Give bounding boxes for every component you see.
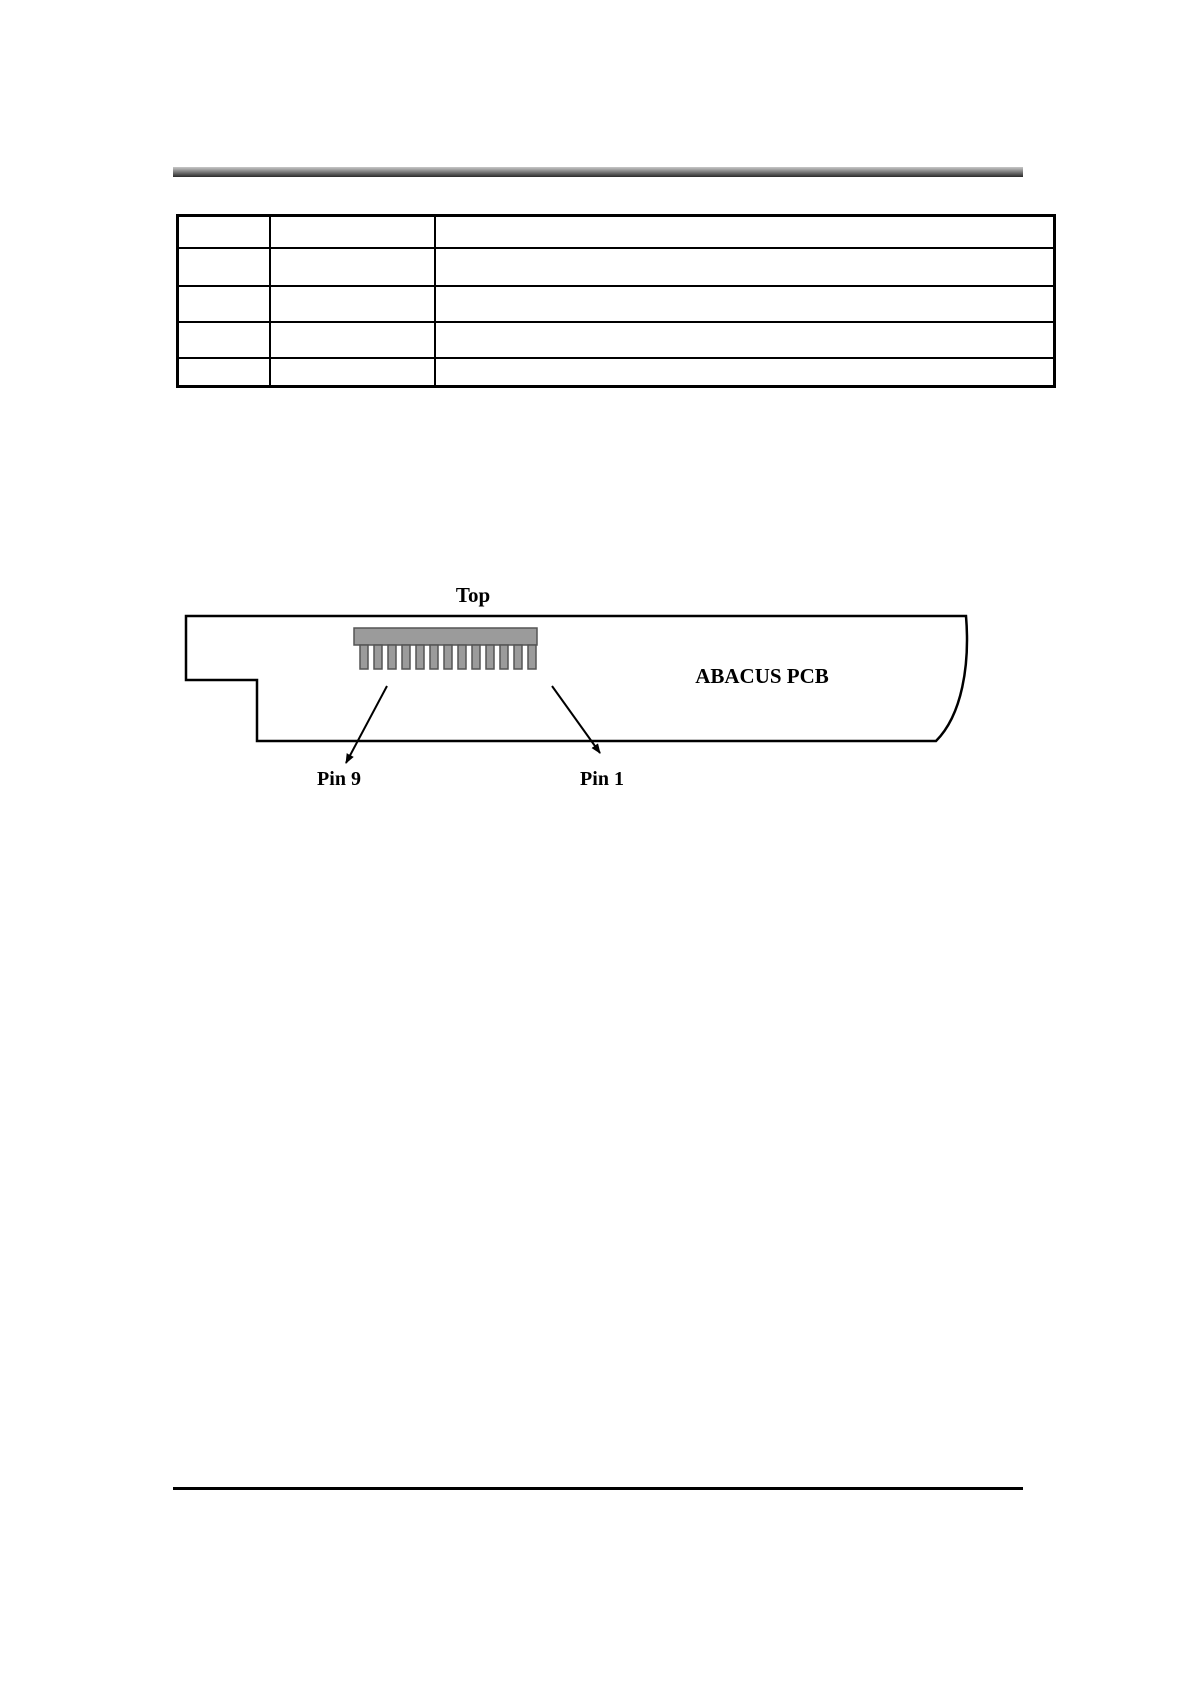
pcb-outline	[186, 616, 967, 741]
pin-header-connector	[354, 628, 537, 669]
table-cell	[270, 358, 435, 387]
board-label: ABACUS PCB	[695, 664, 829, 688]
top-label: Top	[455, 583, 491, 607]
table-cell	[270, 286, 435, 322]
table-cell	[178, 322, 270, 358]
pin-1-arrow	[552, 686, 600, 753]
table-cell	[178, 286, 270, 322]
pcb-connector-figure	[0, 570, 1190, 810]
table-cell	[435, 322, 1055, 358]
table-row	[178, 358, 1055, 387]
table-cell	[435, 216, 1055, 249]
table-cell	[178, 358, 270, 387]
table-cell	[178, 248, 270, 286]
pin-1-label: Pin 1	[580, 768, 624, 790]
table-row	[178, 248, 1055, 286]
table-cell	[435, 358, 1055, 387]
table-cell	[178, 216, 270, 249]
pin-table	[176, 214, 1056, 388]
table-row	[178, 322, 1055, 358]
header-rule	[173, 167, 1023, 177]
table-cell	[270, 248, 435, 286]
table-cell	[435, 286, 1055, 322]
pin-9-arrow	[346, 686, 387, 763]
table-row	[178, 286, 1055, 322]
pin-9-label: Pin 9	[317, 768, 361, 790]
footer-rule	[173, 1487, 1023, 1490]
table-cell	[435, 248, 1055, 286]
table-cell	[270, 216, 435, 249]
table-row	[178, 216, 1055, 249]
table-cell	[270, 322, 435, 358]
